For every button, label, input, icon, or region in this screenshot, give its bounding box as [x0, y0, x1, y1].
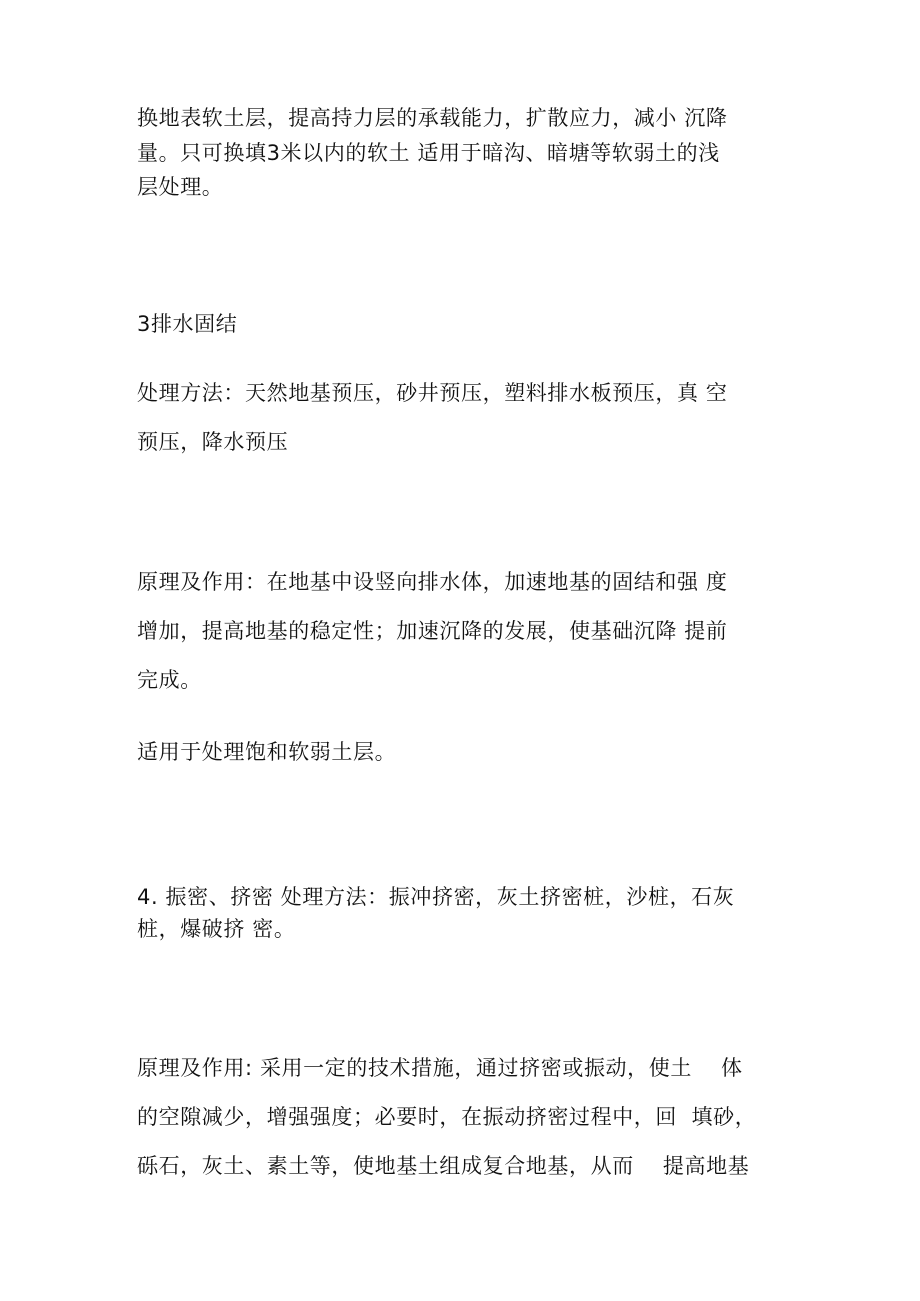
section-heading: 4. 振密、挤密 处理方法：振冲挤密，灰土挤密桩，沙桩，石灰 [137, 885, 735, 909]
paragraph-line: 砾石，灰土、素土等，使地基土组成复合地基，从而 提高地基 [137, 1154, 750, 1178]
paragraph-line: 增加，提高地基的稳定性；加速沉降的发展，使基础沉降 提前 [137, 619, 728, 643]
paragraph-line: 原理及作用: 采用一定的技术措施，通过挤密或振动，使土 体 [137, 1056, 743, 1080]
paragraph-line: 桩，爆破挤 密。 [137, 917, 296, 941]
paragraph-line: 处理方法：天然地基预压，砂井预压，塑料排水板预压，真 空 [137, 381, 728, 405]
paragraph-line: 完成。 [137, 668, 202, 692]
paragraph-line: 适用于处理饱和软弱土层。 [137, 740, 397, 764]
paragraph-line: 换地表软土层，提高持力层的承载能力，扩散应力，减小 沉降 [137, 106, 728, 130]
paragraph-line: 层处理。 [137, 175, 224, 199]
paragraph-line: 量。只可换填3米以内的软土 适用于暗沟、暗塘等软弱土的浅 [137, 141, 720, 165]
paragraph-line: 原理及作用：在地基中设竖向排水体，加速地基的固结和强 度 [137, 570, 728, 594]
paragraph-line: 预压，降水预压 [137, 430, 289, 454]
paragraph-line: 的空隙减少，增强强度；必要时，在振动挤密过程中，回 填砂， [137, 1105, 757, 1129]
section-heading: 3排水固结 [137, 312, 238, 336]
